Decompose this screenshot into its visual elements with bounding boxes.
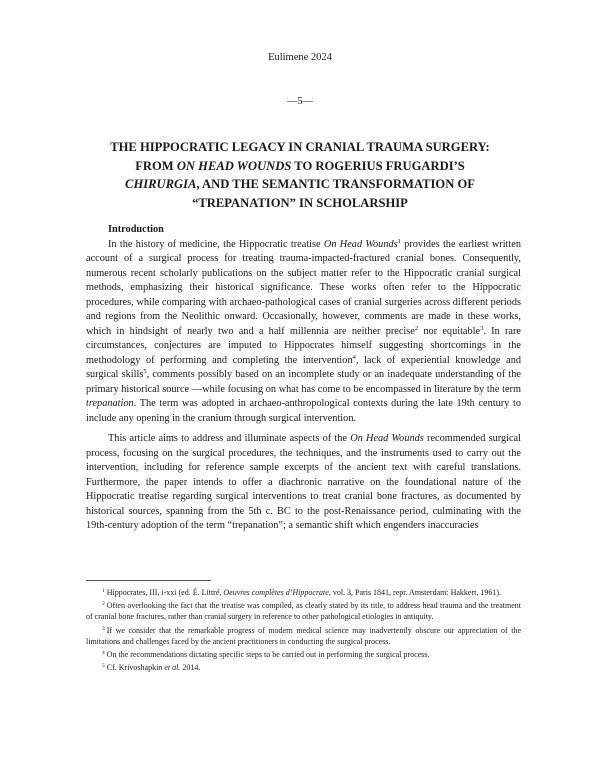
p2-text-1: This article aims to address and illuminate aspects of the — [108, 433, 351, 444]
footnote-ref-4[interactable]: 4 — [352, 353, 356, 361]
footnote-text-end: , vol. 3, Paris 1841, repr. Amsterdam: Hakkert, 1961). — [328, 588, 502, 597]
footnote-number: 5 — [102, 663, 105, 670]
title-line-1: THE HIPPOCRATIC LEGACY IN CRANIAL TRAUMA SURGERY: — [110, 140, 490, 154]
title-line-2b: TO ROGERIUS FRUGARDI’S — [291, 158, 465, 173]
title-line-3b: , AND THE SEMANTIC TRANSFORMATION OF — [196, 177, 475, 191]
title-line-2-italic: ON HEAD WOUNDS — [176, 158, 292, 173]
footnote-2 — [86, 600, 521, 622]
footnote-text: Cf. Krivoshapkin — [106, 663, 165, 673]
footnote-number: 2 — [102, 601, 105, 608]
footnote-text: On the recommendations dictating specific steps to be carried out in performing the surgical process. — [106, 650, 430, 660]
footnote-text: Often overlooking the fact that the treatise was compiled, as clearly stated by its title, to address head trauma and the treatment of cranial bone fractures, rather than cranial surgery in reference to other pathological etiologies in antiquity. — [86, 601, 521, 622]
footnote-italic: Oeuvres complètes d’Hippocrate — [223, 588, 329, 597]
p1-text-4: . In rare circumstances, conjectures are imputed to Hippocrates himself suggesting shortcomings in the methodology of performing and completing the intervention — [86, 325, 521, 366]
footnote-number: 4 — [102, 650, 105, 657]
article-body — [86, 223, 521, 534]
footnote-ref-3[interactable]: 3 — [480, 324, 484, 332]
footnote-4 — [86, 649, 521, 660]
title-line-4: “TREPANATION” IN SCHOLARSHIP — [192, 195, 408, 210]
footnote-text: If we consider that the remarkable progress of modern medical science may inadvertently obscure our appreciation of the limitations and challenges faced by the ancient practitioners in conducting the surgical process. — [86, 625, 521, 646]
running-head: Eulimene 2024 — [268, 52, 332, 63]
section-heading: Introduction — [108, 224, 164, 235]
p1-italic-2: trepanation — [86, 398, 134, 409]
page-number: —5— — [286, 96, 314, 107]
footnote-ref-1[interactable]: 1 — [397, 237, 401, 245]
p1-text-7: . The term was adopted in archaeo-anthropological contexts during the late 19th century to include any opening in the cranium through surgical intervention. — [86, 398, 521, 424]
paragraph-intro — [86, 238, 521, 427]
article-title — [88, 138, 512, 212]
p1-text-2: provides the earliest written account of a surgical process for treating trauma-impacted-fractured cranial bones. Consequently, numerous recent scholarly publications on the subject matter refer to the Hippocratic cranial surgical methods, emphasizing their historical significance. These works often refer to the Hippocratic procedures, while comparing with archaeo-pathological cases of cranial surgeries across different periods and regions from the Neolithic onward. Occasionally, however, comments are made in these works, which in hindsight of nearly two and a half millennia are neither precise — [86, 238, 522, 337]
footnote-separator — [86, 580, 211, 581]
footnote-number: 3 — [102, 625, 105, 632]
footnote-number: 1 — [102, 588, 105, 594]
p2-text-2: recommended surgical process, focusing on the surgical procedures, the techniques, and the instruments used to carry out the intervention, including for reference sample excerpts of the ancient text with careful translations. Furthermore, the paper intends to offer a diachronic narrative on the foundational nature of the Hippocratic treatise regarding surgical interventions to treat cranial bone fractures, as documented by historical sources, spanning from the 5th c. BC to the post-Renaissance period, culminating with the 19th-century adoption of the term “trepanation”; a semantic shift which engenders inaccuracies — [86, 433, 521, 531]
p1-text-6: , comments possibly based on an incomplete study or an inadequate understanding of the primary historical source —while focusing on what has come to be encompassed in literature by the term — [86, 369, 521, 395]
footnote-ref-2[interactable]: 2 — [414, 324, 419, 332]
p1-text-5: , lack of experiential knowledge and surgical skills — [86, 354, 521, 380]
title-line-3-italic: CHIRURGIA — [125, 177, 197, 191]
footnote-text-end: 2014. — [180, 663, 201, 673]
paragraph-aims — [86, 432, 521, 534]
footnote-italic: et al. — [164, 663, 181, 673]
footnote-5 — [86, 662, 521, 673]
footnotes — [86, 587, 521, 675]
footnote-1 — [86, 587, 521, 598]
p2-italic-1: On Head Wounds — [350, 433, 424, 444]
p1-italic-1: On Head Wounds — [323, 238, 398, 250]
footnote-3 — [86, 625, 521, 647]
footnote-ref-5[interactable]: 5 — [143, 368, 147, 375]
title-line-2a: FROM — [135, 158, 177, 173]
p1-text-1: In the history of medicine, the Hippocratic treatise — [108, 238, 324, 250]
p1-text-3: nor equitable — [418, 325, 481, 337]
footnote-text: Hippocrates, III, i-xxi (ed. É. Littré, — [106, 588, 224, 597]
